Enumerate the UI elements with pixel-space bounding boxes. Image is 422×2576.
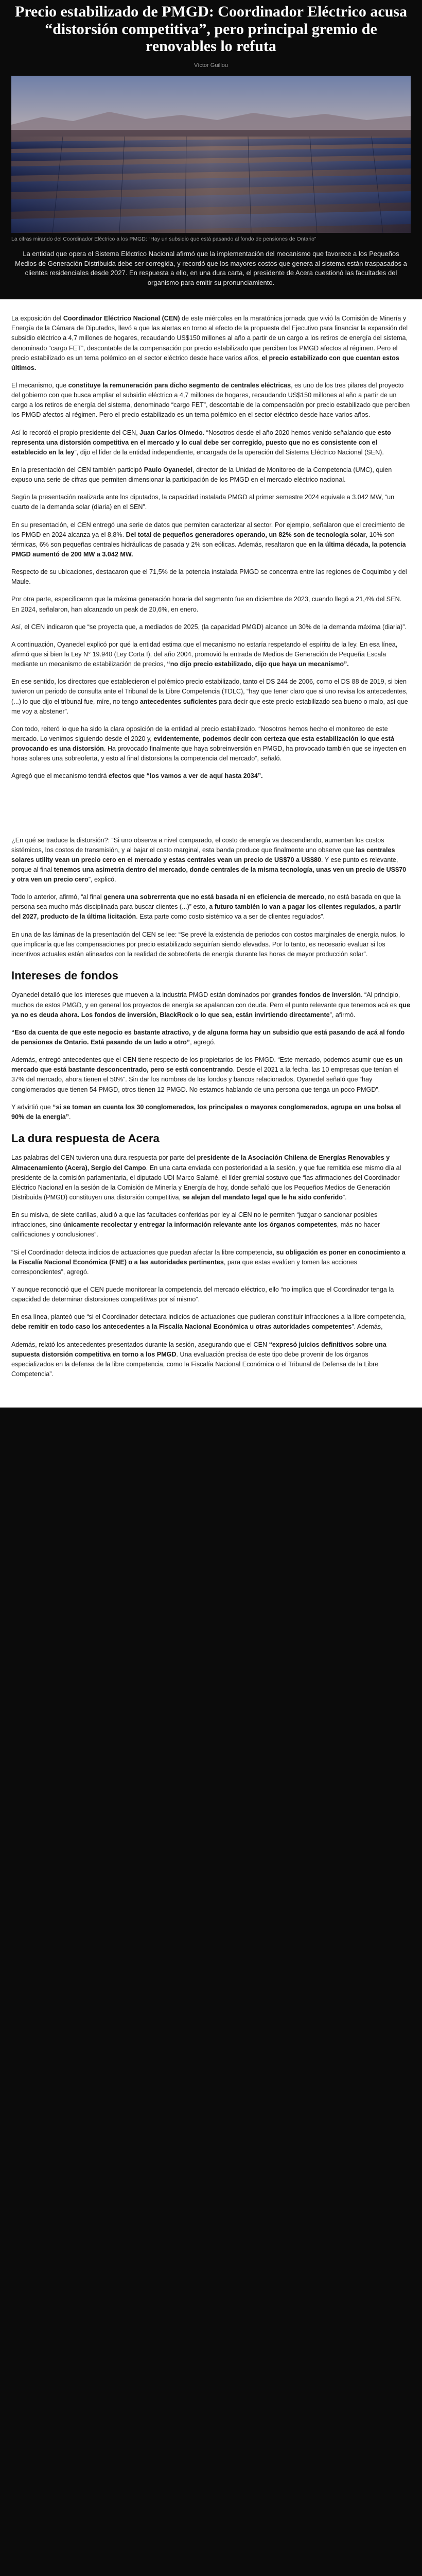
article-header bbox=[0, 0, 422, 299]
paragraph-emphasis: en la última década, la potencia PMGD aumentó de 200 MW a 3.042 MW. bbox=[11, 540, 406, 558]
section-heading-acera: La dura respuesta de Acera bbox=[11, 1132, 160, 1145]
paragraph-text: Agregó que el mecanismo tendrá bbox=[11, 772, 109, 780]
paragraph-text: Las palabras del CEN tuvieron una dura respuesta por parte del bbox=[11, 1154, 197, 1162]
paragraph-text: “Si el Coordinador detecta indicios de actuaciones que puedan afectar la libre competencia, bbox=[11, 1248, 276, 1256]
paragraph-emphasis: debe remitir en todo caso los antecedentes a la Fiscalía Nacional Económica u otras autoridades competentes bbox=[11, 1323, 352, 1331]
paragraph-emphasis: genera una sobrerrenta que no está basada ni en eficiencia de mercado bbox=[103, 893, 325, 901]
article-paragraph bbox=[11, 1285, 411, 1304]
paragraph-text: . bbox=[69, 1113, 71, 1121]
paragraph-emphasis: “si se toman en cuenta los 30 conglomerados, los principales o mayores conglomerados, agrupa en una bolsa el 90% de la energía” bbox=[11, 1103, 401, 1121]
paragraph-text: , director de la Unidad de Monitoreo de la Competencia (UMC), quien expuso una serie de cifras que permiten dimensionar la participación de los PMGD en el mercado eléctrico nacional. bbox=[11, 466, 392, 484]
paragraph-text: , para que estas evalúen y tomen las acciones correspondientes”, agregó. bbox=[11, 1258, 357, 1276]
paragraph-text: , es uno de los tres pilares del proyecto del gobierno con que busca ampliar el subsidio eléctrico a 4,7 millones de hogares, recaudando US$150 millones al año a partir de un cargo a los retiros de energía del sistema, denominado “cargo FET”, descontable de la compensación por precio estabilizado que perciben los PMGD afectos al régimen. Pero el precio estabilizado es un tema polémico en el sector eléctrico desde hace varios años. bbox=[11, 382, 410, 419]
article-paragraph bbox=[11, 465, 411, 485]
article-paragraph bbox=[11, 381, 411, 420]
paragraph-text: Además, entregó antecedentes que el CEN tiene respecto de los propietarios de los PMGD. “Este mercado, podemos asumir que bbox=[11, 1056, 386, 1064]
paragraph-emphasis: Paulo Oyanedel bbox=[144, 466, 193, 473]
article-paragraph bbox=[11, 520, 411, 560]
paragraph-text: ”. Además, bbox=[351, 1323, 383, 1331]
paragraph-emphasis: tenemos una asimetría dentro del mercado, donde centrales de la misma tecnología, unas ven un precio de US$70 y otra ven un precio cero bbox=[11, 866, 407, 884]
paragraph-emphasis: presidente de la Asociación Chilena de Energías Renovables y Almacenamiento (Acera), Sergio del Campo bbox=[11, 1154, 390, 1172]
article-paragraph bbox=[11, 314, 411, 373]
paragraph-text: ”, explicó. bbox=[88, 876, 116, 884]
article-paragraph bbox=[11, 1340, 411, 1380]
article-paragraph bbox=[11, 428, 411, 457]
image-caption: La cifras mirando del Coordinador Eléctrico a los PMGD: “Hay un subsidio que está pasando al fondo de pensiones de Ontario” bbox=[11, 235, 316, 242]
paragraph-emphasis: “no dijo precio estabilizado, dijo que haya un mecanismo”. bbox=[167, 660, 349, 668]
paragraph-text: , 10% son térmicas, 6% son pequeñas centrales hidráulicas de pasada y 2% son eólicas. Además, resaltaron que bbox=[11, 531, 395, 548]
paragraph-text: El mecanismo, que bbox=[11, 382, 68, 389]
article-paragraph bbox=[11, 640, 411, 669]
paragraph-text: Por otra parte, especificaron que la máxima generación horaria del segmento fue en diciembre de 2023, cuando llegó a 21,4% del SEN. En 2024, señalaron, han alcanzado un peak de 20,6%, en enero. bbox=[11, 596, 402, 613]
article-section-fondos bbox=[11, 990, 411, 1122]
author-byline: Víctor Guillou bbox=[194, 62, 228, 69]
article-paragraph bbox=[11, 1028, 411, 1047]
paragraph-emphasis: “Eso da cuenta de que este negocio es bastante atractivo, y de alguna forma hay un subsidio que está pasando de acá al fondo de pensiones de Ontario. Está pasando de un lado a otro” bbox=[11, 1028, 405, 1046]
paragraph-emphasis: esto representa una distorsión competitiva en el mercado y lo cual debe ser corregido, puesto que no es consistente con el establecido en la ley bbox=[11, 429, 391, 456]
paragraph-text: ”, dijo el líder de la entidad independiente, encargada de la operación del Sistema Eléctrico Nacional (SEN). bbox=[74, 448, 384, 456]
paragraph-emphasis: únicamente recolectar y entregar la información relevante ante los órganos competentes bbox=[63, 1221, 337, 1229]
paragraph-text: . Esta parte como costo sistémico va a ser de clientes regulados”. bbox=[136, 913, 325, 921]
paragraph-text: , más no hacer calificaciones y conclusiones”. bbox=[11, 1221, 380, 1239]
paragraph-text: Así, el CEN indicaron que “se proyecta que, a mediados de 2025, (la capacidad PMGD) alcance un 30% de la demanda máxima (diaria)”. bbox=[11, 623, 407, 631]
article-paragraph bbox=[11, 1210, 411, 1240]
paragraph-text: En su presentación, el CEN entregó una serie de datos que permiten caracterizar al sector. Por ejemplo, señalaron que el crecimiento de los PMGD en 2024 alcanza ya el 8,8%. bbox=[11, 521, 405, 538]
paragraph-emphasis: el precio estabilizado con que cuentan estos últimos. bbox=[11, 354, 399, 371]
paragraph-text: Todo lo anterior, afirmó, “al final bbox=[11, 893, 104, 901]
paragraph-text: A continuación, Oyanedel explicó por qué la entidad estima que el mecanismo no estaría respetando el espíritu de la ley. En esa línea, afirmó que si bien la Ley N° 19.940 (Ley Corta I), del año 2004, promovió la entrada de Medios de Generación de Pequeña Escala mediante un mecanismo de estabilización de precios, bbox=[11, 640, 398, 668]
article-paragraph bbox=[11, 990, 411, 1020]
paragraph-emphasis: constituye la remuneración para dicho segmento de centrales eléctricas bbox=[68, 382, 291, 389]
paragraph-emphasis: grandes fondos de inversión bbox=[272, 991, 361, 999]
paragraph-text: para decir que este precio estabilizado sea bueno o malo, así que me voy a abstener”. bbox=[11, 698, 408, 715]
article-body bbox=[0, 299, 422, 1408]
paragraph-emphasis: a futuro también lo van a pagar los clientes regulados, a partir del 2027, producto de la última licitación bbox=[11, 903, 401, 921]
article-paragraph bbox=[11, 1103, 411, 1122]
article-paragraph bbox=[11, 836, 411, 885]
article-paragraph bbox=[11, 1312, 411, 1332]
page-title: Precio estabilizado de PMGD: Coordinador Eléctrico acusa “distorsión competitiva”, pero principal gremio de renovables lo refuta bbox=[14, 3, 408, 55]
paragraph-text: , agregó. bbox=[190, 1039, 216, 1046]
article-paragraph bbox=[11, 1055, 411, 1095]
paragraph-text: Así lo recordó el propio presidente del CEN, bbox=[11, 429, 140, 436]
paragraph-text: . Desde el 2021 a la fecha, las 10 empresas que tenían el 37% del mercado, ahora tienen el 50%”. Sin dar los nombres de los fondos y bancos relacionados, Oyanedel señaló que “hay conglomerados que tienen 54 PMGD, otros tienen 12 PMGD. No estamos hablando de una persona que tenga un poco PMGD”. bbox=[11, 1066, 399, 1093]
article-lead: La entidad que opera el Sistema Eléctrico Nacional afirmó que la implementación del mecanismo que favorece a los Pequeños Medios de Generación Distribuida debe ser corregida, y recordó que los mayores costos que genera al sistema están traspasados a clientes residenciales desde 2027. En respuesta a ello, en una dura carta, el presidente de Acera cuestionó las facultades del organismo para emitir su pronunciamiento. bbox=[15, 249, 407, 287]
article-section-acera bbox=[11, 1153, 411, 1379]
paragraph-text: . “Nosotros desde el año 2020 hemos venido señalando que bbox=[202, 429, 378, 436]
article-paragraph bbox=[11, 930, 411, 959]
paragraph-text: Y advirtió que bbox=[11, 1103, 53, 1111]
paragraph-emphasis: “expresó juicios definitivos sobre una supuesta distorsión competitiva en torno a los PMGD bbox=[11, 1341, 386, 1358]
paragraph-text: Con todo, reiteró lo que ha sido la clara oposición de la entidad al precio estabilizado. “Nosotros hemos hecho el monitoreo de este mercado. Lo venimos siguiendo desde el 2020 y, bbox=[11, 725, 388, 742]
paragraph-text: Además, relató los antecedentes presentados durante la sesión, asegurando que el CEN bbox=[11, 1341, 269, 1348]
paragraph-text: , no está basada en que la persona sea mucho más disciplinada para buscar clientes (...)” esto, bbox=[11, 893, 401, 911]
paragraph-emphasis: las centrales solares utility vean un precio cero en el mercado y estas centrales vean un precio de US$70 a US$80 bbox=[11, 846, 395, 863]
paragraph-text: En su misiva, de siete carillas, aludió a que las facultades conferidas por ley al CEN no le permiten “juzgar o sancionar posibles infracciones, sino bbox=[11, 1211, 378, 1229]
paragraph-text: En esa línea, planteó que “si el Coordinador detectara indicios de actuaciones que pudieran constituir infracciones a la libre competencia, bbox=[11, 1313, 406, 1321]
article-paragraph bbox=[11, 1248, 411, 1277]
paragraph-emphasis: es un mercado que está bastante desconcentrado, pero se está concentrando bbox=[11, 1056, 403, 1074]
article-section-distortion bbox=[11, 836, 411, 960]
paragraph-text: ”. bbox=[342, 1194, 347, 1201]
paragraph-text: Respecto de su ubicaciones, destacaron que el 71,5% de la potencia instalada PMGD se concentra entre las regiones de Coquimbo y del Maule. bbox=[11, 568, 407, 586]
paragraph-text: ”, afirmó. bbox=[329, 1011, 356, 1019]
paragraph-emphasis: antecedentes suficientes bbox=[139, 698, 217, 705]
paragraph-text: . En una carta enviada con posterioridad a la sesión, y que fue remitida ese mismo día al presidente de la comisión parlamentaria, el diputado UDI Marco Salamé, el líder gremial sostuvo que “las afirmaciones del Coordinador Eléctrico Nacional en la sesión de la Comisión de Minería y Energía de hoy, donde señaló que los Pequeños Medios de Generación Distribuida (PMGD) constituyen una distorsión competitiva, bbox=[11, 1164, 401, 1201]
paragraph-emphasis: evidentemente, podemos decir con certeza que esta estabilización lo que está provocando es una distorsión bbox=[11, 735, 394, 753]
paragraph-emphasis: se alejan del mandato legal que le ha sido conferido bbox=[182, 1194, 343, 1201]
article-paragraph bbox=[11, 595, 411, 614]
article-paragraph bbox=[11, 771, 411, 781]
paragraph-text: En una de las láminas de la presentación del CEN se lee: “Se prevé la existencia de periodos con costos marginales de energía nulos, lo que implicaría que las compensaciones por precio estabilizado seguirían siendo elevadas. Por lo tanto, es necesario evaluar si los incentivos actuales están alineados con la realidad de sobreoferta de energía durante las horas de mayor producción solar”. bbox=[11, 930, 405, 958]
article-paragraph bbox=[11, 1153, 411, 1202]
solar-farm-illustration bbox=[11, 76, 411, 233]
article-section-intro bbox=[11, 314, 411, 781]
paragraph-text: La exposición del bbox=[11, 315, 63, 323]
paragraph-text: . “Al principio, muchos de estos PMGD, y en general los proyectos de energía se apalancan con deuda. Pero el punto relevante que tenemos acá es bbox=[11, 991, 400, 1009]
paragraph-emphasis: Coordinador Eléctrico Nacional (CEN) bbox=[63, 315, 180, 323]
paragraph-text: Y aunque reconoció que el CEN puede monitorear la competencia del mercado eléctrico, ello “no implica que el Coordinador tenga la capacidad de determinar distorsiones competitivas por sí mismo”. bbox=[11, 1286, 394, 1303]
divider-space bbox=[11, 789, 411, 836]
paragraph-emphasis: que ya no es deuda ahora. Los fondos de inversión, BlackRock o lo que sea, están invirtiendo directamente bbox=[11, 1001, 410, 1019]
paragraph-text: Según la presentación realizada ante los diputados, la capacidad instalada PMGD al primer semestre 2024 equivale a 3.042 MW, “un cuarto de la demanda solar (diaria) en el SEN”. bbox=[11, 494, 395, 511]
paragraph-emphasis: su obligación es poner en conocimiento a la Fiscalía Nacional Económica (FNE) o a las autoridades pertinentes bbox=[11, 1248, 406, 1266]
paragraph-text: ¿En qué se traduce la distorsión?: “Si uno observa a nivel comparado, el costo de energía va descendiendo, aumentan los costos sistémicos, los costos de transmisión, y al bajar el costo marginal, esta banda produce que finalmente uno observe que bbox=[11, 836, 384, 854]
paragraph-text: En ese sentido, los directores que establecieron el polémico precio estabilizado, tanto el DS 244 de 2006, como el DS 88 de 2019, si bien tuvieron un periodo de consulta ante el Tribunal de la Libre Competencia (TDLC), “hay que tener claro que si uno revisa los antecedentes, (...) lo que dijo el tribunal fue, mire, no tengo bbox=[11, 678, 408, 705]
hero-image bbox=[11, 76, 411, 233]
article-paragraph bbox=[11, 677, 411, 717]
paragraph-text: de este miércoles en la maratónica jornada que vivió la Comisión de Minería y Energía de la Cámara de Diputados, llevó a que las alertas en torno al efecto de la propuesta del Ejecutivo para financiar la expansión del subsidio eléctrico a 4,7 millones de hogares, recaudando US$150 millones al año a partir de un cargo a los retiros de energía del sistema, denominado “cargo FET”, descontable de la compensación por precio estabilizado que perciben los PMGD afectos al régimen. Pero el precio estabilizado es un tema polémico en el sector eléctrico desde hace varios años, bbox=[11, 315, 408, 362]
section-heading-intereses: Intereses de fondos bbox=[11, 969, 118, 982]
paragraph-emphasis: Del total de pequeños generadores operando, un 82% son de tecnología solar bbox=[126, 531, 366, 538]
article-paragraph bbox=[11, 892, 411, 922]
article-paragraph bbox=[11, 493, 411, 512]
paragraph-text: . Y ese punto es relevante, porque al final bbox=[11, 856, 398, 873]
paragraph-text: . Una evaluación precisa de este tipo debe provenir de los órganos especializados en la defensa de la libre competencia, como la Fiscalía Nacional Económica o el Tribunal de Defensa de la Libre Competencia”. bbox=[11, 1350, 379, 1378]
article-paragraph bbox=[11, 724, 411, 764]
paragraph-text: En la presentación del CEN también participó bbox=[11, 466, 144, 473]
paragraph-emphasis: Juan Carlos Olmedo bbox=[139, 429, 203, 436]
article-paragraph bbox=[11, 567, 411, 587]
paragraph-text: Oyanedel detalló que los intereses que mueven a la industria PMGD están dominados por bbox=[11, 991, 272, 999]
paragraph-emphasis: efectos que “los vamos a ver de aquí hasta 2034”. bbox=[109, 772, 263, 780]
article-paragraph bbox=[11, 622, 411, 632]
paragraph-text: . Ha provocado finalmente que haya sobreinversión en PMGD, ha provocado también que se inyecten en horas solares una sobreoferta, y esto al final distorsiona la competencia del mercado”, señaló. bbox=[11, 745, 407, 762]
